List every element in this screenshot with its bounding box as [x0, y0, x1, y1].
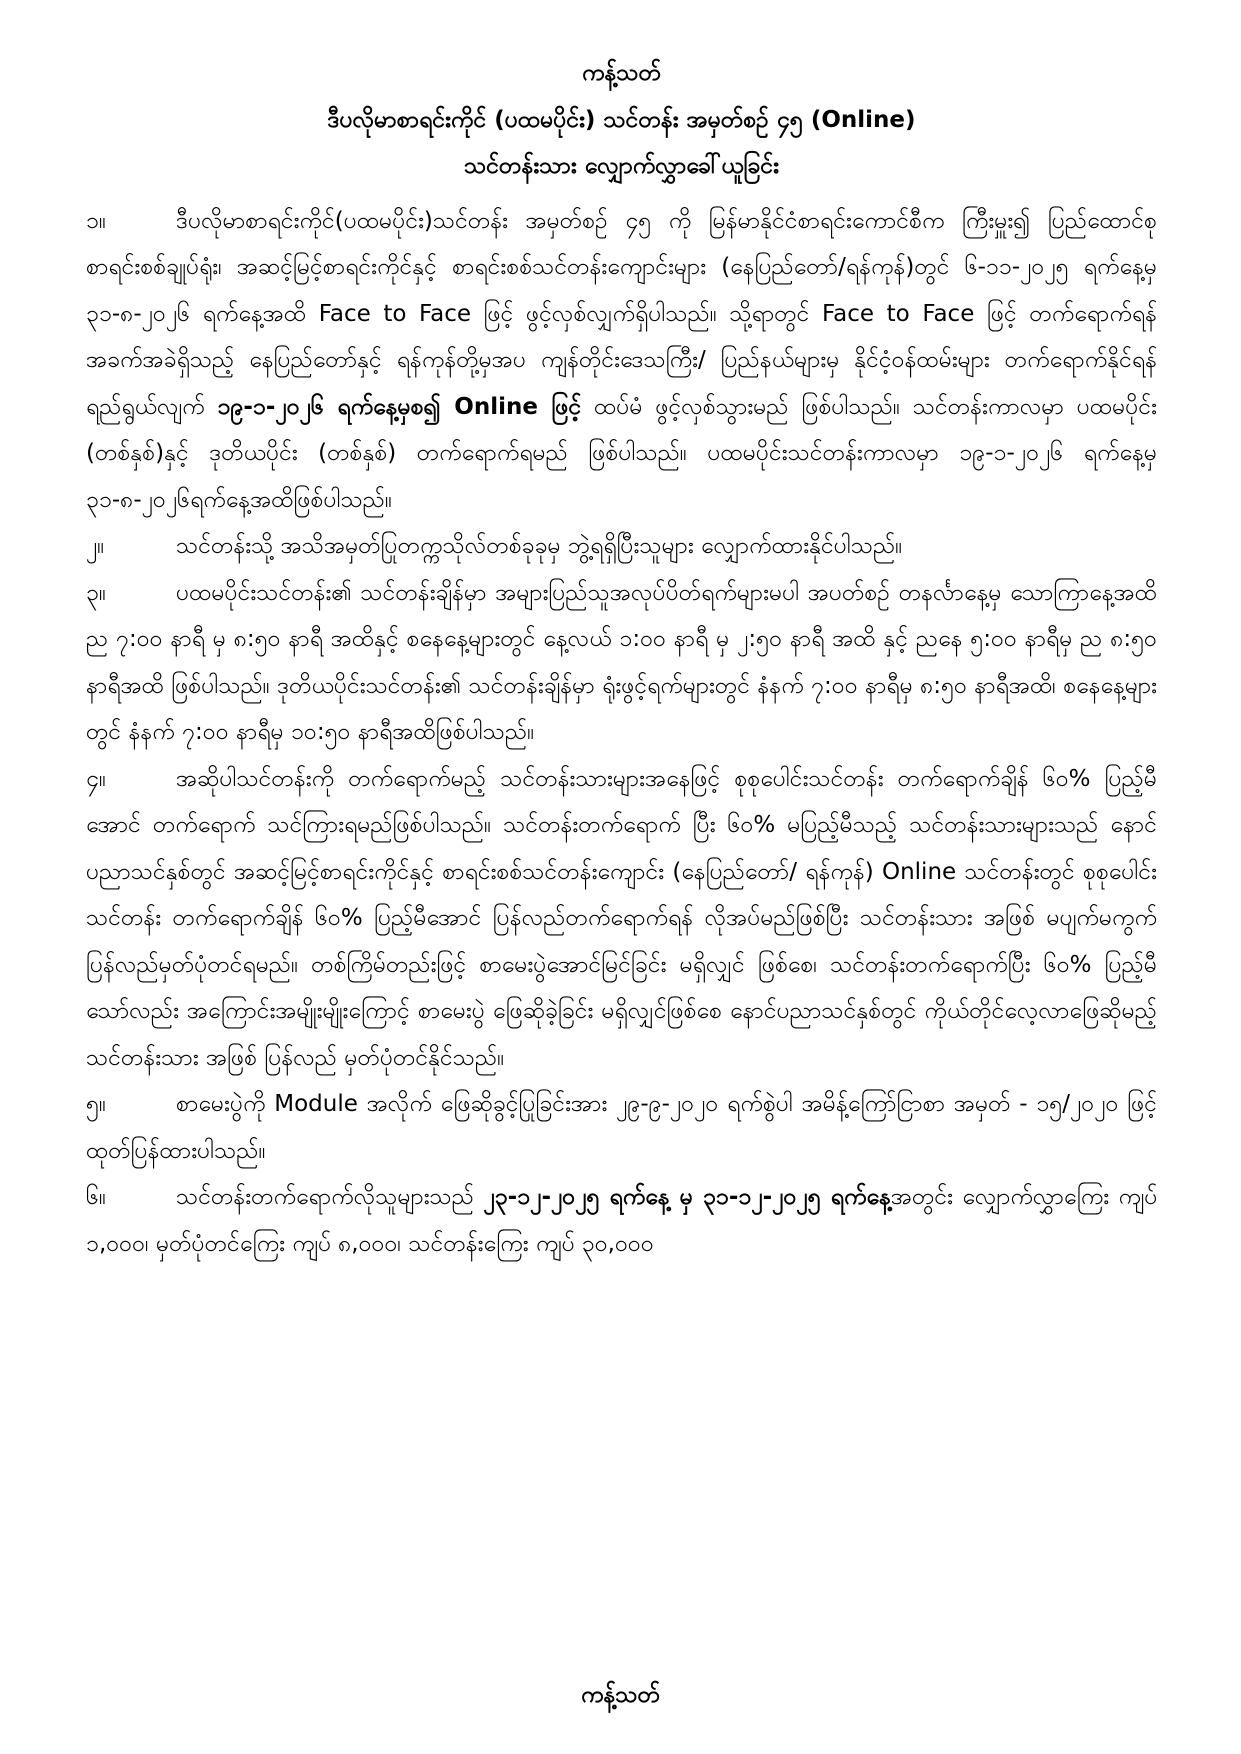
- paragraph-1-text-cont: ထပ်မံ ဖွင့်လှစ်သွားမည် ဖြစ်ပါသည်။ သင်တန်းကာလမှာ ပထမပိုင်း (တစ်နှစ်)နှင့် ဒုတိယပိုင်း (တစ်နှစ်) တက်ရောက်ရမည် ဖြစ်ပါသည်။ ပထမပိုင်းသင်တန်းကာလမှာ ၁၉-၁-၂၀၂၆ ရက်နေ့မှ ၃၁-၈-၂၀၂၆ရက်နေ့အထိဖြစ်ပါသည်။: [86, 393, 1157, 513]
- document-body: [86, 198, 1157, 1268]
- paragraph-5-number: ၅။: [86, 1091, 106, 1117]
- paragraph-6: [86, 1174, 1157, 1267]
- paragraph-4-text: အဆိုပါသင်တန်းကို တက်ရောက်မည့် သင်တန်းသားများအနေဖြင့် စုစုပေါင်းသင်တန်း တက်ရောက်ချိန် ၆၀% ပြည့်မီအောင် တက်ရောက် သင်ကြားရမည်ဖြစ်ပါသည်။ သင်တန်းတက်ရောက် ပြီး ၆၀% မပြည့်မီသည့် သင်တန်းသားများသည် နောင်ပညာသင်နှစ်တွင် အဆင့်မြင့်စာရင်းကိုင်နှင့် စာရင်းစစ်သင်တန်းကျောင်း (နေပြည်တော်/ ရန်ကုန်) Online သင်တန်းတွင် စုစုပေါင်းသင်တန်း တက်ရောက်ချိန် ၆၀% ပြည့်မီအောင် ပြန်လည်တက်ရောက်ရန် လိုအပ်မည်ဖြစ်ပြီး သင်တန်းသား အဖြစ် မပျက်မကွက် ပြန်လည်မှတ်ပုံတင်ရမည်။ တစ်ကြိမ်တည်းဖြင့် စာမေးပွဲအောင်မြင်ခြင်း မရှိလျှင် ဖြစ်စေ၊ သင်တန်းတက်ရောက်ပြီး ၆၀% ပြည့်မီသော်လည်း အကြောင်းအမျိုးမျိုးကြောင့် စာမေးပွဲ ဖြေဆိုခဲ့ခြင်း မရှိလျှင်ဖြစ်စေ နောင်ပညာသင်နှစ်တွင် ကိုယ်တိုင်လေ့လာဖြေဆိုမည့် သင်တန်းသား အဖြစ် ပြန်လည် မှတ်ပုံတင်နိုင်သည်။: [86, 765, 1157, 1071]
- paragraph-1-text-bold: ၁၉-၁-၂၀၂၆ ရက်နေ့မှစ၍ Online ဖြင့်: [217, 393, 582, 420]
- document-title: ဒီပလိုမာစာရင်းကိုင် (ပထမပိုင်း) သင်တန်း အမှတ်စဉ် ၄၅ (Online): [327, 106, 916, 133]
- paragraph-6-text-cont: အတွင်း လျှောက်လွှာကြေး ကျပ် ၁,၀၀၀၊ မှတ်ပုံတင်ကြေး ကျပ် ၈,၀၀၀၊ သင်တန်းကြေး ကျပ် ၃၀,၀၀၀: [86, 1184, 1158, 1257]
- paragraph-3-number: ၃။: [86, 579, 106, 606]
- paragraph-5-text: စာမေးပွဲကို Module အလိုက် ဖြေဆိုခွင့်ပြုခြင်းအား ၂၉-၉-၂၀၂၀ ရက်စွဲပါ အမိန့်ကြော်ငြာစာ အမှတ် - ၁၅/၂၀၂၀ ဖြင့် ထုတ်ပြန်ထားပါသည်။: [86, 1091, 1157, 1164]
- paragraph-3: [86, 570, 1157, 756]
- paragraph-2-number: ၂။: [86, 533, 105, 559]
- paragraph-4: [86, 756, 1157, 1082]
- paragraph-6-text: သင်တန်းတက်ရောက်လိုသူများသည်: [176, 1184, 484, 1210]
- paragraph-6-number: ၆။: [86, 1184, 106, 1210]
- paragraph-2-text: သင်တန်းသို့ အသိအမှတ်ပြုတက္ကသိုလ်တစ်ခုခုမှ ဘွဲ့ရရှိပြီးသူများ လျှောက်ထားနိုင်ပါသည်။: [176, 533, 903, 559]
- paragraph-6-text-bold: ၂၃-၁၂-၂၀၂၅ ရက်နေ့ မှ ၃၁-၁၂-၂၀၂၅ ရက်နေ့: [483, 1184, 891, 1210]
- document-header: [86, 50, 1157, 190]
- paragraph-2: [86, 523, 1157, 570]
- classification-marking-bottom: ကန့်သတ်: [580, 1681, 661, 1708]
- paragraph-4-number: ၄။: [86, 765, 106, 792]
- paragraph-3-text: ပထမပိုင်းသင်တန်း၏ သင်တန်းချိန်မှာ အများပြည်သူအလုပ်ပိတ်ရက်များမပါ အပတ်စဉ် တနင်္လာနေ့မှ သောကြာနေ့အထိ ည ၇:၀၀ နာရီ မှ ၈:၅၀ နာရီ အထိနှင့် စနေနေ့များတွင် နေ့လယ် ၁:၀၀ နာရီ မှ ၂:၅၀ နာရီ အထိ နှင့် ညနေ ၅:၀၀ နာရီမှ ည ၈:၅၀ နာရီအထိ ဖြစ်ပါသည်။ ဒုတိယပိုင်းသင်တန်း၏ သင်တန်းချိန်မှာ ရုံးဖွင့်ရက်များတွင် နံနက် ၇:၀၀ နာရီမှ ၈:၅၀ နာရီအထိ၊ စနေနေ့များတွင် နံနက် ၇:၀၀ နာရီမှ ၁၀:၅၀ နာရီအထိဖြစ်ပါသည်။: [86, 579, 1157, 745]
- document-subtitle: သင်တန်းသား လျှောက်လွှာခေါ်ယူခြင်း: [464, 153, 779, 179]
- paragraph-1: [86, 198, 1157, 524]
- paragraph-1-number: ၁။: [86, 207, 106, 234]
- paragraph-1-text: ဒီပလိုမာစာရင်းကိုင်(ပထမပိုင်း)သင်တန်း အမှတ်စဉ် ၄၅ ကို မြန်မာနိုင်ငံစာရင်းကောင်စီက ကြီးမှူး၍ ပြည်ထောင်စုစာရင်းစစ်ချုပ်ရုံး၊ အဆင့်မြင့်စာရင်းကိုင်နှင့် စာရင်းစစ်သင်တန်းကျောင်းများ (နေပြည်တော်/ရန်ကုန်)တွင် ၆-၁၁-၂၀၂၅ ရက်နေ့မှ ၃၁-၈-၂၀၂၆ ရက်နေ့အထိ Face to Face ဖြင့် ဖွင့်လှစ်လျှက်ရှိပါသည်။ သို့ရာတွင် Face to Face ဖြင့် တက်ရောက်ရန် အခက်အခဲရှိသည့် နေပြည်တော်နှင့် ရန်ကုန်တို့မှအပ ကျန်တိုင်းဒေသကြီး/ ပြည်နယ်များမှ နိုင်ငံ့ဝန်ထမ်းများ တက်ရောက်နိုင်ရန် ရည်ရွယ်လျက်: [86, 207, 1157, 420]
- paragraph-5: [86, 1081, 1157, 1174]
- classification-marking-top: ကန့်သတ်: [581, 60, 662, 86]
